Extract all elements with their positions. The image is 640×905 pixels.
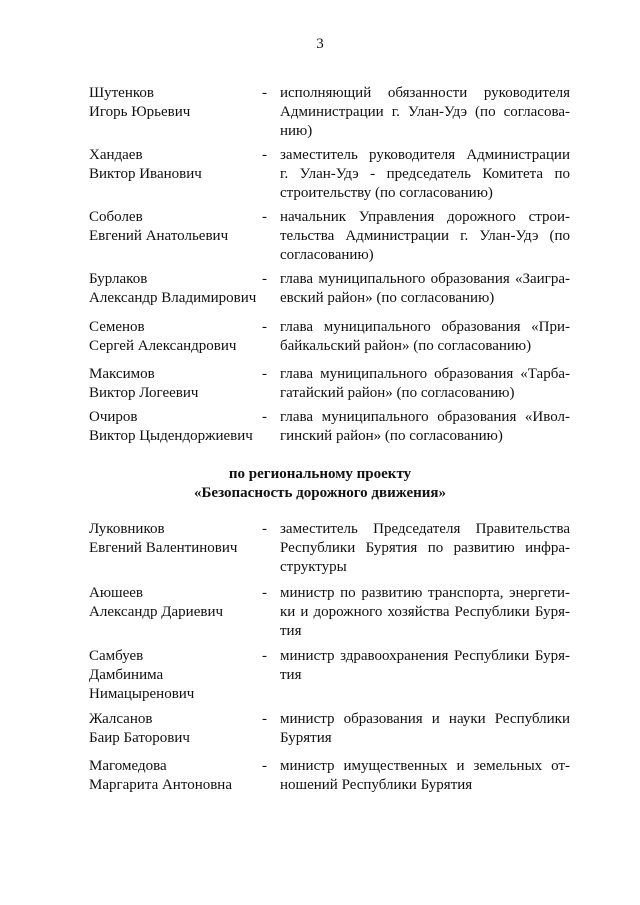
dash: - [262,711,267,727]
member-name: Шутенков Игорь Юрьевич [89,85,191,120]
member-name: Семенов Сергей Александрович [89,319,237,354]
dash: - [262,648,267,664]
dash: - [262,271,267,287]
section-title [0,465,640,503]
member-role: министр образования и науки Республики Бурятия [280,711,570,746]
dash: - [262,409,267,425]
member-role: заместитель руководителя Администрации г. Улан-Удэ - председатель Комитета по строительству (по согласованию) [280,147,570,201]
member-role: министр по развитию транспорта, энергети- ки и дорожного хозяйства Республики Буря- тия [280,585,570,639]
member-name: Максимов Виктор Логеевич [89,366,199,401]
dash: - [262,209,267,225]
member-name: Луковников Евгений Валентинович [89,521,238,556]
member-role: заместитель Председателя Правительства Республики Бурятия по развитию инфра- структуры [280,521,570,575]
dash: - [262,521,267,537]
dash: - [262,585,267,601]
dash: - [262,319,267,335]
member-role: глава муниципального образования «При- байкальский район» (по согласованию) [280,319,570,354]
member-role: исполняющий обязанности руководителя Администрации г. Улан-Удэ (по согласова- нию) [280,85,570,139]
member-name: Соболев Евгений Анатольевич [89,209,229,244]
member-name: Аюшеев Александр Дариевич [89,585,224,620]
member-name: Очиров Виктор Цыдендоржиевич [89,409,253,444]
member-name: Магомедова Маргарита Антоновна [89,758,232,793]
member-name: Бурлаков Александр Владимирович [89,271,257,306]
section-title-line: по региональному проекту [228,466,412,482]
member-name: Хандаев Виктор Иванович [89,147,202,182]
member-role: глава муниципального образования «Тарба- гатайский район» (по согласованию) [280,366,570,401]
dash: - [262,366,267,382]
member-name: Жалсанов Баир Баторович [89,711,190,746]
dash: - [262,758,267,774]
member-role: глава муниципального образования «Заигра- евский район» (по согласованию) [280,271,570,306]
member-role: глава муниципального образования «Ивол- гинский район» (по согласованию) [280,409,570,444]
dash: - [262,85,267,101]
member-role: министр здравоохранения Республики Буря- тия [280,648,570,683]
page-number: 3 [316,36,324,52]
section-title-line: «Безопасность дорожного движения» [194,485,446,501]
dash: - [262,147,267,163]
member-role: министр имущественных и земельных от- ношений Республики Бурятия [280,758,570,793]
member-name: Самбуев Дамбинима Нимацыренович [89,648,195,702]
member-role: начальник Управления дорожного строи- тельства Администрации г. Улан-Удэ (по согласованию) [280,209,570,263]
